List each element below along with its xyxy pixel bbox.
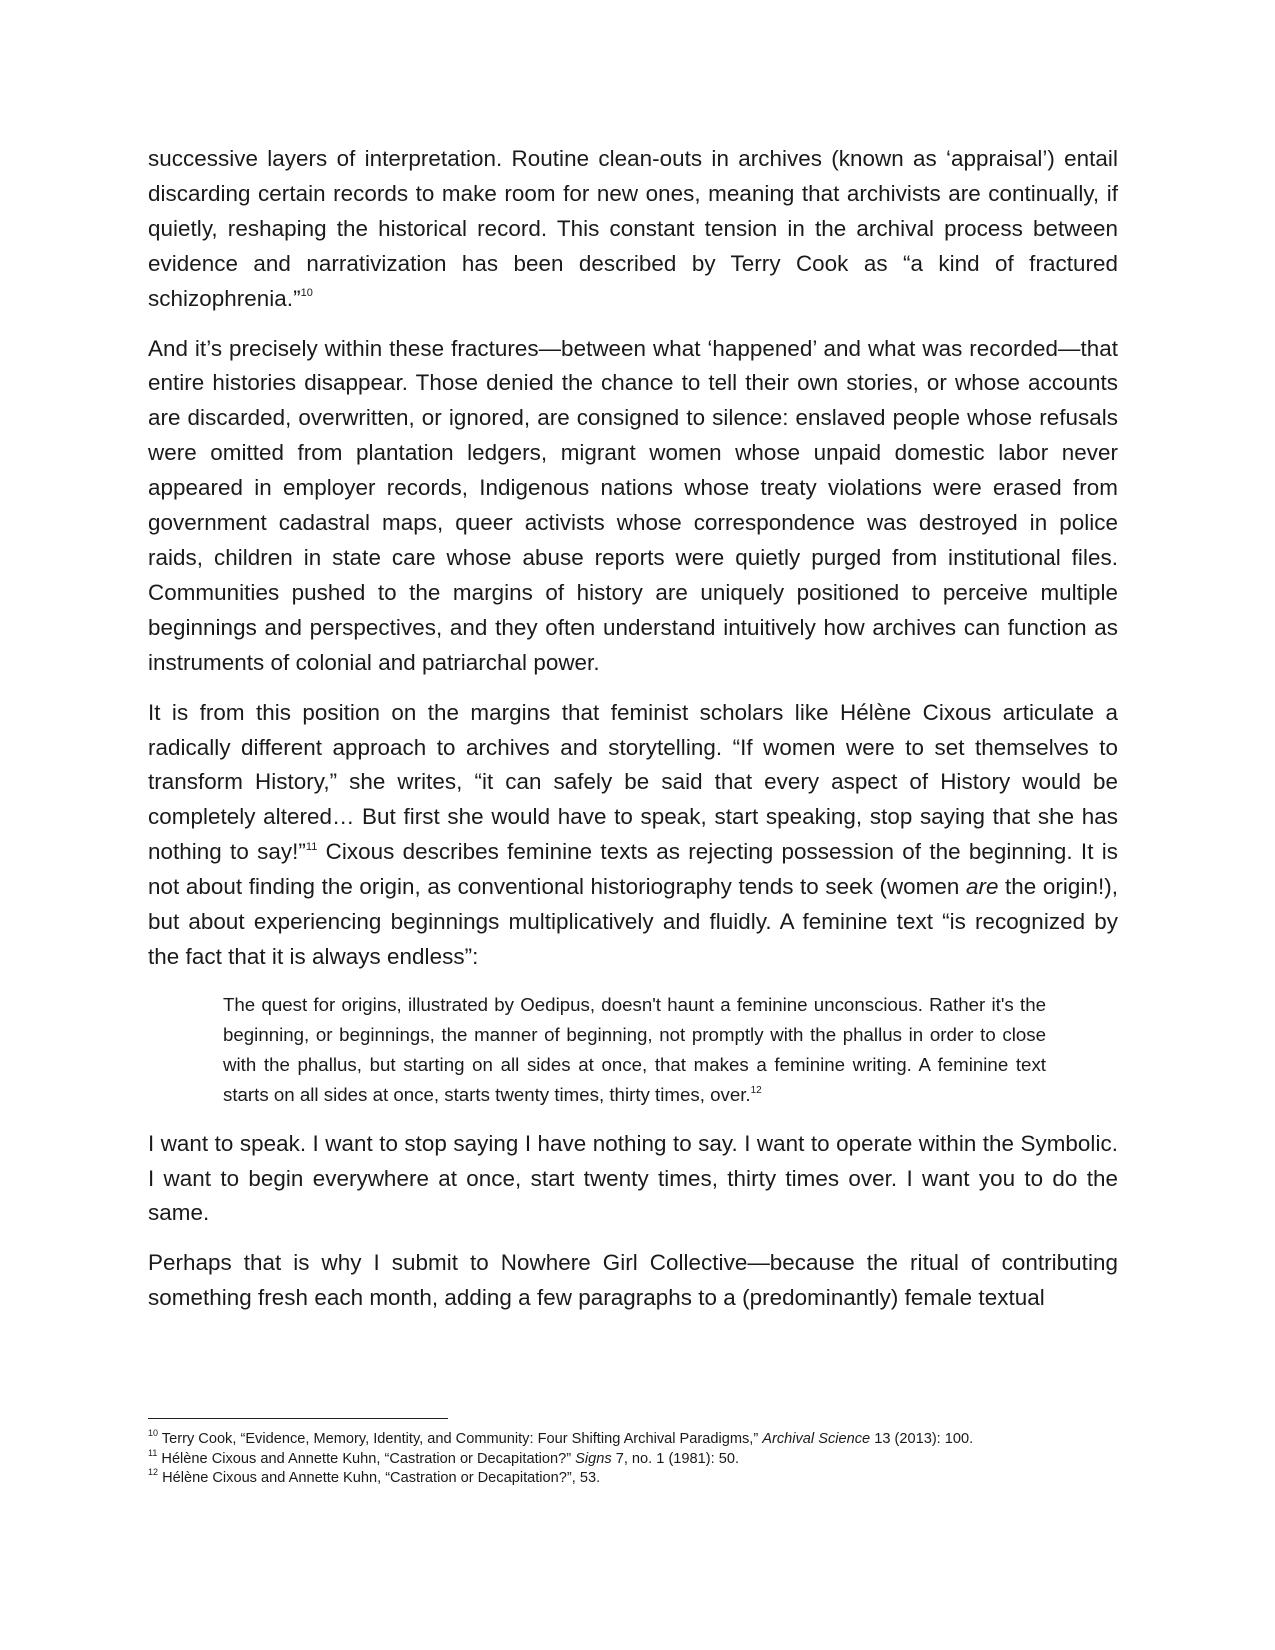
footnote-text: 7, no. 1 (1981): 50. bbox=[611, 1450, 740, 1467]
footnote-number: 10 bbox=[148, 1428, 159, 1439]
footnote-text: Hélène Cixous and Annette Kuhn, “Castration or Decapitation?”, 53. bbox=[158, 1470, 601, 1486]
paragraph-text: It is from this position on the margins that feminist scholars like Hélène Cixous articulate a radically different approach to archives and storytelling. “If women were to set themselves to transform History,” she writes, “it can safely be said that every aspect of History would be completely altered… But first she would have to speak, start speaking, stop saying that she has nothing to say!” bbox=[148, 699, 1118, 865]
footnote-ref-10[interactable]: 10 bbox=[300, 287, 313, 300]
footnote-ref-12[interactable]: 12 bbox=[750, 1085, 762, 1097]
footnote-12 bbox=[148, 1469, 1128, 1489]
footnote-text: Terry Cook, “Evidence, Memory, Identity, and Community: Four Shifting Archival Paradigms,” bbox=[158, 1431, 763, 1447]
footnote-number: 11 bbox=[148, 1447, 158, 1458]
paragraph-nowhere-girl bbox=[148, 1246, 1118, 1316]
paragraph-want-to-speak bbox=[148, 1127, 1118, 1232]
paragraph-text: Perhaps that is why I submit to Nowhere Girl Collective—because the ritual of contributing something fresh each month, adding a few paragraphs to a (predominantly) female textual bbox=[148, 1250, 1118, 1311]
footnote-ref-11[interactable]: 11 bbox=[305, 840, 318, 853]
footnote-number: 12 bbox=[148, 1467, 159, 1478]
quote-text: The quest for origins, illustrated by Oedipus, doesn't haunt a feminine unconscious. Rather it's the beginning, or beginnings, the manner of beginning, not promptly with the phallus in order to close with the phallus, but starting on all sides at once, that makes a feminine writing. A feminine text starts on all sides at once, starts twenty times, thirty times, over. bbox=[223, 993, 1046, 1106]
footnote-10 bbox=[148, 1430, 1128, 1450]
paragraph-text: I want to speak. I want to stop saying I have nothing to say. I want to operate within the Symbolic. I want to begin everywhere at once, start twenty times, thirty times over. I want you to do the same. bbox=[148, 1130, 1118, 1226]
footnote-text: 13 (2013): 100. bbox=[870, 1431, 974, 1447]
paragraph-appraisal bbox=[148, 142, 1118, 317]
block-quote bbox=[148, 990, 1118, 1111]
footnote-title: Signs bbox=[575, 1450, 612, 1467]
paragraph-fractures bbox=[148, 332, 1118, 681]
paragraph-cixous bbox=[148, 696, 1118, 975]
footnotes bbox=[148, 1430, 1128, 1489]
paragraph-text: successive layers of interpretation. Routine clean-outs in archives (known as ‘appraisal’) entail discarding certain records to make room for new ones, meaning that archivists are continually, if quietly, reshaping the historical record. This constant tension in the archival process between evidence and narrativization has been described by Terry Cook as “a kind of fractured schizophrenia.” bbox=[148, 146, 1118, 311]
footnote-text: Hélène Cixous and Annette Kuhn, “Castration or Decapitation?” bbox=[157, 1450, 576, 1467]
paragraph-text: the origin!), but about experiencing beginnings multiplicatively and fluidly. A feminine text “is recognized by the fact that it is always endless”: bbox=[148, 874, 1118, 969]
footnote-title: Archival Science bbox=[762, 1431, 871, 1447]
footnote-11 bbox=[148, 1447, 1128, 1470]
paragraph-text: And it’s precisely within these fractures—between what ‘happened’ and what was recorded—that entire histories disappear. Those denied the chance to tell their own stories, or whose accounts are discarded, overwritten, or ignored, are consigned to silence: enslaved people whose refusals were omitted from plantation ledgers, migrant women whose unpaid domestic labor never appeared in employer records, Indigenous nations whose treaty violations were erased from government cadastral maps, queer activists whose correspondence was destroyed in police raids, children in state care whose abuse reports were quietly purged from institutional files. Communities pushed to the margins of history are uniquely positioned to perceive multiple beginnings and perspectives, and they often understand intuitively how archives can function as instruments of colonial and patriarchal power. bbox=[148, 335, 1118, 675]
emphasis-text: are bbox=[965, 874, 999, 900]
document-body bbox=[148, 142, 1118, 1316]
footnote-divider bbox=[148, 1418, 448, 1419]
paragraph-text: Cixous describes feminine texts as rejecting possession of the beginning. It is not about finding the origin, as conventional historiography tends to seek (women bbox=[148, 839, 1118, 900]
